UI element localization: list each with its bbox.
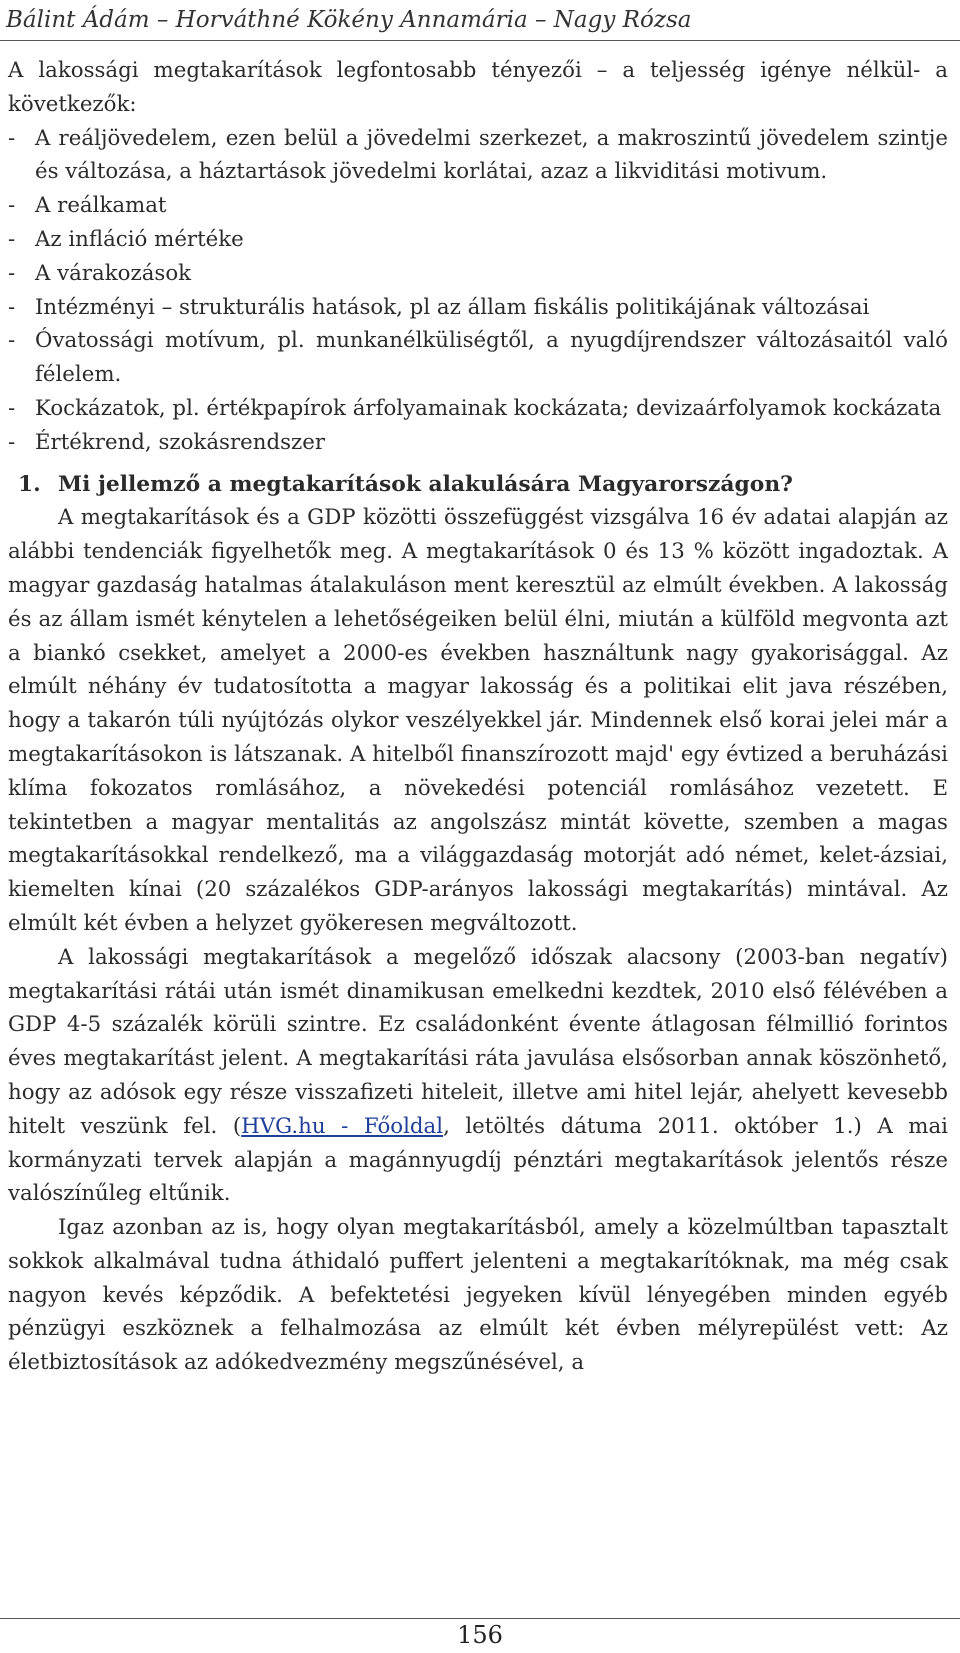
list-item-text: A reáljövedelem, ezen belül a jövedelmi szerkezet, a makroszintű jövedelem szintje és változása, a háztartások jövedelmi korlátai, azaz a likviditási motivum. [35, 125, 948, 185]
list-item [8, 122, 948, 190]
footer-divider [0, 1618, 960, 1619]
list-item-text: A várakozások [35, 260, 192, 286]
header-divider [0, 40, 960, 41]
list-bullet: - [8, 395, 16, 421]
section-title: Mi jellemző a megtakarítások alakulására Magyarországon? [58, 471, 793, 497]
list-bullet: - [8, 226, 16, 252]
page-body [8, 54, 948, 1380]
list-item [8, 426, 948, 460]
list-item [8, 324, 948, 392]
paragraph-text: A lakossági megtakarítások a megelőző időszak alacsony (2003-ban negatív) megtakarítási rátái után ismét dinamikusan emelkedni kezdtek, 2010 első félévében a GDP 4-5 százalék körüli szintre. Ez családonként évente átlagosan félmillió forintos éves megtakarítást jelent. A megtakarítási ráta javulása elsősorban annak köszönhető, hogy az adósok egy része visszafizeti hiteleit, illetve ami hitel lejár, ahelyett kevesebb hitelt veszünk fel. ( [8, 944, 948, 1139]
list-item [8, 223, 948, 257]
list-item-text: Értékrend, szokásrendszer [35, 429, 326, 455]
page-number: 156 [457, 1621, 503, 1649]
list-item-text: Óvatossági motívum, pl. munkanélküliségtől, a nyugdíjrendszer változásaitól való félelem. [35, 328, 948, 388]
list-bullet: - [8, 294, 16, 320]
paragraph-text: , letöltés dátuma 2011. október 1.) A mai kormányzati tervek alapján a magánnyugdíj pénztári megtakarítások jelentős része valószínűleg eltűnik. [8, 1113, 948, 1207]
list-item-text: A reálkamat [35, 193, 167, 219]
intro-paragraph: A lakossági megtakarítások legfontosabb tényezői – a teljesség igénye nélkül- a következők: [8, 58, 948, 117]
hvg-source-link[interactable]: HVG.hu - Főoldal [241, 1113, 444, 1139]
section-heading [8, 468, 948, 502]
running-header: Bálint Ádám – Horváthné Kökény Annamária – Nagy Rózsa [6, 7, 692, 33]
list-item-text: Intézményi – strukturális hatások, pl az állam fiskális politikájának változásai [35, 294, 870, 320]
body-paragraph-3: Igaz azonban az is, hogy olyan megtakarításból, amely a közelmúltban tapasztalt sokkok alkalmával tudna áthidaló puffert jelenteni a megtakarítóknak, ma még csak nagyon kevés képződik. A befektetési jegyeken kívül lényegében minden egyéb pénzügyi eszköznek a felhalmozása az elmúlt két évben mélyrepülést vett: Az életbiztosítások az adókedvezmény megszűnésével, a [8, 1215, 948, 1376]
list-item-text: Az infláció mértéke [35, 226, 244, 252]
list-bullet: - [8, 125, 16, 151]
list-bullet: - [8, 429, 16, 455]
factor-list [8, 122, 948, 460]
section-number: 1. [18, 471, 41, 497]
body-paragraph-2 [8, 941, 948, 1211]
list-bullet: - [8, 260, 16, 286]
list-item [8, 257, 948, 291]
list-item [8, 392, 948, 426]
list-item [8, 189, 948, 223]
body-paragraph-1: A megtakarítások és a GDP közötti összefüggést vizsgálva 16 év adatai alapján az alábbi tendenciák figyelhetők meg. A megtakarítások 0 és 13 % között ingadoztak. A magyar gazdaság hatalmas átalakuláson ment keresztül az elmúlt években. A lakosság és az állam ismét kénytelen a lehetőségeiken belül élni, miután a külföld megvonta azt a biankó csekket, amelyet a 2000-es években használtunk nagy gyakorisággal. Az elmúlt néhány év tudatosította a magyar lakosság és a politikai elit java részében, hogy a takarón túli nyújtózás olykor veszélyekkel jár. Mindennek első korai jelei már a megtakarításokon is látszanak. A hitelből finanszírozott majd' egy évtized a beruházási klíma fokozatos romlásához, a növekedési potenciál romlásához vezetett. E tekintetben a magyar mentalitás az angolszász mintát követte, szemben a magas megtakarításokkal rendelkező, ma a világgazdaság motorját adó német, kelet-ázsiai, kiemelten kínai (20 százalékos GDP-arányos lakossági megtakarítás) mintával. Az elmúlt két évben a helyzet gyökeresen megváltozott. [8, 505, 948, 936]
list-bullet: - [8, 328, 16, 354]
list-item [8, 291, 948, 325]
list-bullet: - [8, 193, 16, 219]
list-item-text: Kockázatok, pl. értékpapírok árfolyamainak kockázata; devizaárfolyamok kockázata [35, 395, 942, 421]
